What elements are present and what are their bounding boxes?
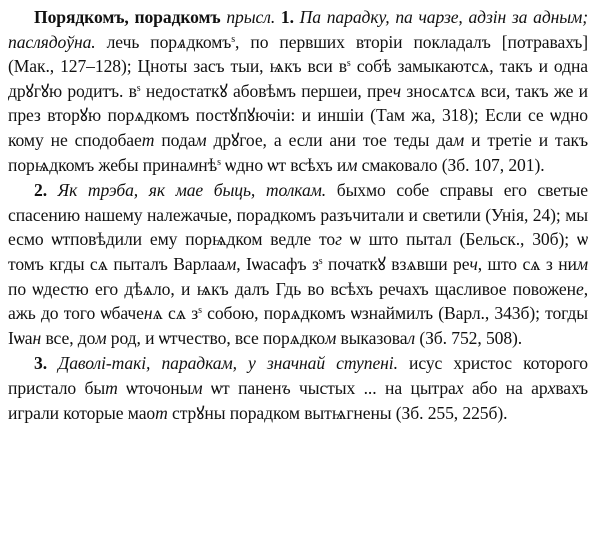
sense-number: 1. — [280, 7, 294, 27]
entry-sense-2 — [8, 178, 588, 350]
italic-letter: х — [547, 377, 556, 398]
superscript-mark: s — [136, 82, 141, 94]
quote-text: все, до — [41, 327, 96, 348]
quote-text: выказова — [336, 327, 408, 348]
quote-text: (Зб. 752, 508). — [415, 327, 523, 348]
italic-letter: ч — [469, 253, 478, 274]
italic-letter: т — [141, 129, 155, 150]
quote-text: або на ар — [463, 377, 548, 398]
sense-gloss: Як трэба, як мае быць, толкам. — [57, 180, 327, 201]
quote-text: ѡдно ѡт всѣхъ и — [220, 154, 347, 175]
italic-letter: ч — [392, 80, 402, 101]
headword: Порядкомъ, порадкомъ — [34, 7, 221, 27]
italic-letter: н — [143, 303, 153, 324]
quote-text: собѣ замыкаютсѧ, такъ и одна дрꙋгꙋю родитъ. в — [8, 56, 588, 101]
italic-letter: т — [155, 402, 168, 423]
italic-letter: м — [225, 253, 237, 274]
italic-letter: ъ — [281, 377, 291, 398]
entry-sense-1 — [8, 5, 588, 177]
italic-letter: м — [346, 154, 358, 175]
italic-letter: н — [32, 327, 42, 348]
quote-text: , Іѡасафъ з — [236, 253, 319, 274]
quote-text: лечь пор — [106, 31, 177, 52]
quote-text: ѡт панен — [202, 377, 282, 398]
quote-text: смаковало (Зб. 107, 201). — [357, 154, 545, 175]
quote-text: чыстых ... на цытра — [290, 377, 456, 398]
quote-text: , што сѧ з ни — [477, 253, 577, 274]
quote-text: ѧ сѧ з — [152, 303, 199, 324]
quote-text: , по первших вторіи покладалъ [потравахъ] (Мак., 127–128); Цноты засъ тыи, ѩкъ вси в — [8, 31, 588, 77]
entry-sense-3 — [8, 351, 588, 425]
quote-text: быхмо собе справы его светые спасению нашему належачые, порадкомъ разъчитали и светили (Унія, 24); мы есмо ѡтповѣдили ему порѩдком ведле то — [8, 180, 588, 250]
italic-letter: м — [187, 154, 199, 175]
superscript-mark: s — [318, 255, 323, 267]
italic-letter: м — [95, 327, 107, 348]
italic-letter: ѧ — [177, 31, 187, 52]
italic-letter: м — [576, 253, 588, 274]
quote-text: пода — [154, 129, 196, 150]
sense-gloss: Даволі-такі, парадкам, у значнай ступені. — [58, 353, 398, 374]
quote-text: ѡ што пытал (Бельск., 30б); ѡ томъ кгды сѧ пыталъ Варлаа — [8, 229, 588, 274]
italic-letter: т — [105, 377, 118, 398]
italic-letter: х — [455, 377, 464, 398]
superscript-mark: s — [217, 156, 221, 168]
sense-quotations — [8, 180, 588, 348]
italic-letter: м — [325, 327, 337, 348]
quote-text: ѡточоны — [117, 377, 192, 398]
quote-text: вахъ играли которые мао — [8, 377, 589, 423]
superscript-mark: s — [198, 305, 202, 317]
italic-letter: м — [452, 129, 465, 150]
quote-text: , ажь до того ѡбаче — [8, 278, 588, 324]
quote-text: род, и ѡтчество, все порѧдко — [106, 327, 326, 348]
quote-text: по ѡдестю его дѣѧло, и ѩкъ далъ Гдь во всѣхъ речахъ щасливое повожен — [8, 278, 576, 299]
italic-letter: л — [407, 327, 416, 348]
italic-letter: г — [335, 229, 342, 250]
italic-letter: м — [191, 377, 203, 398]
quote-text: стрꙋны порадком вытѩгнены (Зб. 255, 225б). — [167, 402, 508, 423]
quote-text: дкомъ — [186, 31, 232, 52]
italic-letter: м — [195, 129, 207, 150]
quote-text: и третіе и такъ порѩдкомъ жебы прина — [8, 129, 588, 175]
quote-text: дрꙋгое, а если ани тое теды да — [206, 129, 453, 150]
quote-text: початкꙋ взѧвши ре — [322, 253, 470, 274]
quote-text: собою, порѧдкомъ ѡзнаймилъ (Варл., 343б); тогды Іѡа — [8, 303, 588, 348]
quote-text: зносѧтсѧ вси, такъ же и през вторꙋю порѧдкомъ постꙋпꙋючіи: и иншіи (Там жа, 318); Если се ѡдно кому не сподобае — [8, 80, 588, 150]
sense-gloss: Па парадку, па чарзе, адзін за адным; паслядоўна. — [8, 7, 588, 52]
italic-letter: е — [575, 278, 584, 299]
quote-text: исус христос которого пристало бы — [8, 353, 588, 398]
quote-text: недостаткꙋ абовѣмъ першеи, пре — [140, 80, 393, 101]
sense-quotations — [8, 32, 588, 175]
superscript-mark: s — [231, 33, 236, 45]
quote-text: нѣ — [198, 154, 218, 175]
sense-number: 3. — [34, 353, 47, 374]
part-of-speech: прысл. — [226, 7, 276, 27]
superscript-mark: s — [346, 58, 351, 70]
sense-number: 2. — [34, 180, 47, 201]
